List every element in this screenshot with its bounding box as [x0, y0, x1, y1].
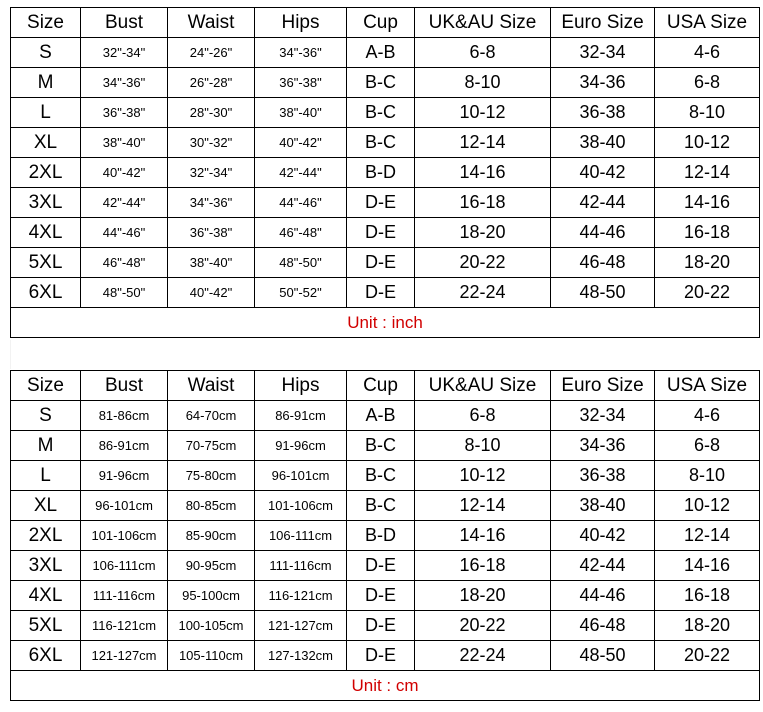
- cell-waist: 85-90cm: [168, 521, 255, 551]
- cell-cup: B-C: [347, 491, 415, 521]
- cell-usa-size: 14-16: [655, 188, 760, 218]
- cell-cup: D-E: [347, 611, 415, 641]
- table-spacer: [10, 340, 759, 369]
- cell-uk-au-size: 12-14: [415, 128, 551, 158]
- cell-cup: D-E: [347, 278, 415, 308]
- cell-bust: 32"-34": [81, 38, 168, 68]
- cell-hips: 86-91cm: [255, 401, 347, 431]
- table-row: [11, 461, 760, 491]
- cell-usa-size: 14-16: [655, 551, 760, 581]
- table-row: [11, 38, 760, 68]
- cell-size: L: [11, 461, 81, 491]
- column-header-waist: Waist: [168, 371, 255, 401]
- cell-waist: 28"-30": [168, 98, 255, 128]
- cell-bust: 81-86cm: [81, 401, 168, 431]
- cell-waist: 75-80cm: [168, 461, 255, 491]
- cell-uk-au-size: 16-18: [415, 551, 551, 581]
- cell-cup: D-E: [347, 641, 415, 671]
- cell-bust: 42"-44": [81, 188, 168, 218]
- cell-hips: 91-96cm: [255, 431, 347, 461]
- cell-bust: 91-96cm: [81, 461, 168, 491]
- cell-euro-size: 40-42: [551, 521, 655, 551]
- cell-euro-size: 32-34: [551, 38, 655, 68]
- cell-usa-size: 16-18: [655, 218, 760, 248]
- cell-usa-size: 4-6: [655, 401, 760, 431]
- cell-waist: 40"-42": [168, 278, 255, 308]
- cell-size: 2XL: [11, 521, 81, 551]
- cell-euro-size: 36-38: [551, 461, 655, 491]
- cell-euro-size: 40-42: [551, 158, 655, 188]
- cell-euro-size: 36-38: [551, 98, 655, 128]
- table-row: [11, 248, 760, 278]
- cell-bust: 44"-46": [81, 218, 168, 248]
- cell-waist: 32"-34": [168, 158, 255, 188]
- cell-waist: 24"-26": [168, 38, 255, 68]
- cell-euro-size: 42-44: [551, 551, 655, 581]
- cell-bust: 101-106cm: [81, 521, 168, 551]
- cell-waist: 95-100cm: [168, 581, 255, 611]
- cell-usa-size: 12-14: [655, 521, 760, 551]
- cell-uk-au-size: 6-8: [415, 38, 551, 68]
- cell-bust: 106-111cm: [81, 551, 168, 581]
- cell-size: 4XL: [11, 218, 81, 248]
- table-row: [11, 218, 760, 248]
- cell-size: XL: [11, 128, 81, 158]
- cell-usa-size: 16-18: [655, 581, 760, 611]
- cell-hips: 38"-40": [255, 98, 347, 128]
- cell-cup: B-C: [347, 98, 415, 128]
- cell-size: 5XL: [11, 611, 81, 641]
- cell-hips: 46"-48": [255, 218, 347, 248]
- cell-waist: 90-95cm: [168, 551, 255, 581]
- cell-hips: 106-111cm: [255, 521, 347, 551]
- cell-bust: 116-121cm: [81, 611, 168, 641]
- cell-cup: D-E: [347, 188, 415, 218]
- cell-usa-size: 20-22: [655, 641, 760, 671]
- cell-bust: 121-127cm: [81, 641, 168, 671]
- column-header-cup: Cup: [347, 371, 415, 401]
- table-row: [11, 521, 760, 551]
- cell-hips: 48"-50": [255, 248, 347, 278]
- cell-cup: B-C: [347, 68, 415, 98]
- column-header-hips: Hips: [255, 8, 347, 38]
- header-row: [11, 371, 760, 401]
- cell-uk-au-size: 22-24: [415, 278, 551, 308]
- cell-size: 3XL: [11, 551, 81, 581]
- table-row: [11, 68, 760, 98]
- column-header-usa-size: USA Size: [655, 8, 760, 38]
- cell-cup: D-E: [347, 551, 415, 581]
- table-row: [11, 581, 760, 611]
- cell-uk-au-size: 6-8: [415, 401, 551, 431]
- cell-cup: A-B: [347, 401, 415, 431]
- column-header-euro-size: Euro Size: [551, 371, 655, 401]
- cell-bust: 40"-42": [81, 158, 168, 188]
- column-header-waist: Waist: [168, 8, 255, 38]
- table-row: [11, 611, 760, 641]
- unit-row: [11, 308, 760, 338]
- cell-usa-size: 10-12: [655, 128, 760, 158]
- cell-size: 2XL: [11, 158, 81, 188]
- column-header-size: Size: [11, 8, 81, 38]
- cell-euro-size: 44-46: [551, 218, 655, 248]
- cell-hips: 96-101cm: [255, 461, 347, 491]
- cell-uk-au-size: 8-10: [415, 431, 551, 461]
- cell-size: 6XL: [11, 641, 81, 671]
- cell-cup: B-D: [347, 521, 415, 551]
- cell-hips: 34"-36": [255, 38, 347, 68]
- cell-size: 6XL: [11, 278, 81, 308]
- cell-uk-au-size: 10-12: [415, 461, 551, 491]
- column-header-uk-au-size: UK&AU Size: [415, 371, 551, 401]
- cell-size: S: [11, 38, 81, 68]
- cell-hips: 36"-38": [255, 68, 347, 98]
- cell-uk-au-size: 16-18: [415, 188, 551, 218]
- cell-cup: D-E: [347, 248, 415, 278]
- cell-waist: 30"-32": [168, 128, 255, 158]
- cell-euro-size: 32-34: [551, 401, 655, 431]
- cell-hips: 40"-42": [255, 128, 347, 158]
- cell-hips: 127-132cm: [255, 641, 347, 671]
- table-row: [11, 188, 760, 218]
- cell-waist: 26"-28": [168, 68, 255, 98]
- cell-hips: 121-127cm: [255, 611, 347, 641]
- cell-cup: B-D: [347, 158, 415, 188]
- cell-hips: 101-106cm: [255, 491, 347, 521]
- cell-euro-size: 42-44: [551, 188, 655, 218]
- cell-uk-au-size: 8-10: [415, 68, 551, 98]
- cell-hips: 44"-46": [255, 188, 347, 218]
- table-row: [11, 278, 760, 308]
- table-row: [11, 641, 760, 671]
- cell-usa-size: 6-8: [655, 431, 760, 461]
- cell-waist: 38"-40": [168, 248, 255, 278]
- cell-euro-size: 38-40: [551, 128, 655, 158]
- cell-usa-size: 4-6: [655, 38, 760, 68]
- table-row: [11, 491, 760, 521]
- cell-waist: 70-75cm: [168, 431, 255, 461]
- column-header-uk-au-size: UK&AU Size: [415, 8, 551, 38]
- cell-waist: 105-110cm: [168, 641, 255, 671]
- cell-waist: 100-105cm: [168, 611, 255, 641]
- cell-euro-size: 46-48: [551, 611, 655, 641]
- cell-cup: B-C: [347, 128, 415, 158]
- cell-euro-size: 38-40: [551, 491, 655, 521]
- cell-euro-size: 44-46: [551, 581, 655, 611]
- cell-euro-size: 34-36: [551, 431, 655, 461]
- cell-uk-au-size: 18-20: [415, 218, 551, 248]
- cell-bust: 111-116cm: [81, 581, 168, 611]
- cell-hips: 42"-44": [255, 158, 347, 188]
- cell-usa-size: 18-20: [655, 248, 760, 278]
- cell-euro-size: 48-50: [551, 278, 655, 308]
- cell-cup: D-E: [347, 581, 415, 611]
- cell-euro-size: 46-48: [551, 248, 655, 278]
- header-row: [11, 8, 760, 38]
- column-header-bust: Bust: [81, 371, 168, 401]
- cell-uk-au-size: 10-12: [415, 98, 551, 128]
- cell-bust: 96-101cm: [81, 491, 168, 521]
- cell-bust: 48"-50": [81, 278, 168, 308]
- cell-euro-size: 48-50: [551, 641, 655, 671]
- unit-row: [11, 671, 760, 701]
- cell-usa-size: 8-10: [655, 98, 760, 128]
- table-row: [11, 98, 760, 128]
- cell-usa-size: 10-12: [655, 491, 760, 521]
- size-chart-cm-table: [10, 370, 760, 701]
- cell-size: 3XL: [11, 188, 81, 218]
- cell-size: S: [11, 401, 81, 431]
- cell-usa-size: 6-8: [655, 68, 760, 98]
- cell-waist: 64-70cm: [168, 401, 255, 431]
- cell-size: M: [11, 68, 81, 98]
- column-header-size: Size: [11, 371, 81, 401]
- size-chart-inch-table: [10, 7, 760, 338]
- table-row: [11, 128, 760, 158]
- cell-bust: 86-91cm: [81, 431, 168, 461]
- cell-bust: 36"-38": [81, 98, 168, 128]
- cell-usa-size: 20-22: [655, 278, 760, 308]
- table-row: [11, 551, 760, 581]
- cell-size: XL: [11, 491, 81, 521]
- unit-label: Unit : inch: [11, 308, 760, 338]
- column-header-cup: Cup: [347, 8, 415, 38]
- cell-hips: 116-121cm: [255, 581, 347, 611]
- cell-euro-size: 34-36: [551, 68, 655, 98]
- cell-uk-au-size: 14-16: [415, 158, 551, 188]
- cell-waist: 36"-38": [168, 218, 255, 248]
- cell-usa-size: 18-20: [655, 611, 760, 641]
- cell-hips: 111-116cm: [255, 551, 347, 581]
- table-row: [11, 431, 760, 461]
- cell-waist: 34"-36": [168, 188, 255, 218]
- cell-bust: 46"-48": [81, 248, 168, 278]
- cell-uk-au-size: 20-22: [415, 611, 551, 641]
- cell-waist: 80-85cm: [168, 491, 255, 521]
- cell-cup: A-B: [347, 38, 415, 68]
- cell-size: L: [11, 98, 81, 128]
- cell-cup: D-E: [347, 218, 415, 248]
- cell-bust: 34"-36": [81, 68, 168, 98]
- cell-cup: B-C: [347, 461, 415, 491]
- cell-uk-au-size: 20-22: [415, 248, 551, 278]
- cell-size: M: [11, 431, 81, 461]
- column-header-usa-size: USA Size: [655, 371, 760, 401]
- table-row: [11, 401, 760, 431]
- cell-hips: 50"-52": [255, 278, 347, 308]
- table-row: [11, 158, 760, 188]
- column-header-bust: Bust: [81, 8, 168, 38]
- cell-cup: B-C: [347, 431, 415, 461]
- column-header-euro-size: Euro Size: [551, 8, 655, 38]
- cell-bust: 38"-40": [81, 128, 168, 158]
- cell-uk-au-size: 22-24: [415, 641, 551, 671]
- cell-size: 5XL: [11, 248, 81, 278]
- unit-label: Unit : cm: [11, 671, 760, 701]
- column-header-hips: Hips: [255, 371, 347, 401]
- cell-usa-size: 12-14: [655, 158, 760, 188]
- cell-uk-au-size: 12-14: [415, 491, 551, 521]
- cell-uk-au-size: 18-20: [415, 581, 551, 611]
- cell-usa-size: 8-10: [655, 461, 760, 491]
- cell-size: 4XL: [11, 581, 81, 611]
- cell-uk-au-size: 14-16: [415, 521, 551, 551]
